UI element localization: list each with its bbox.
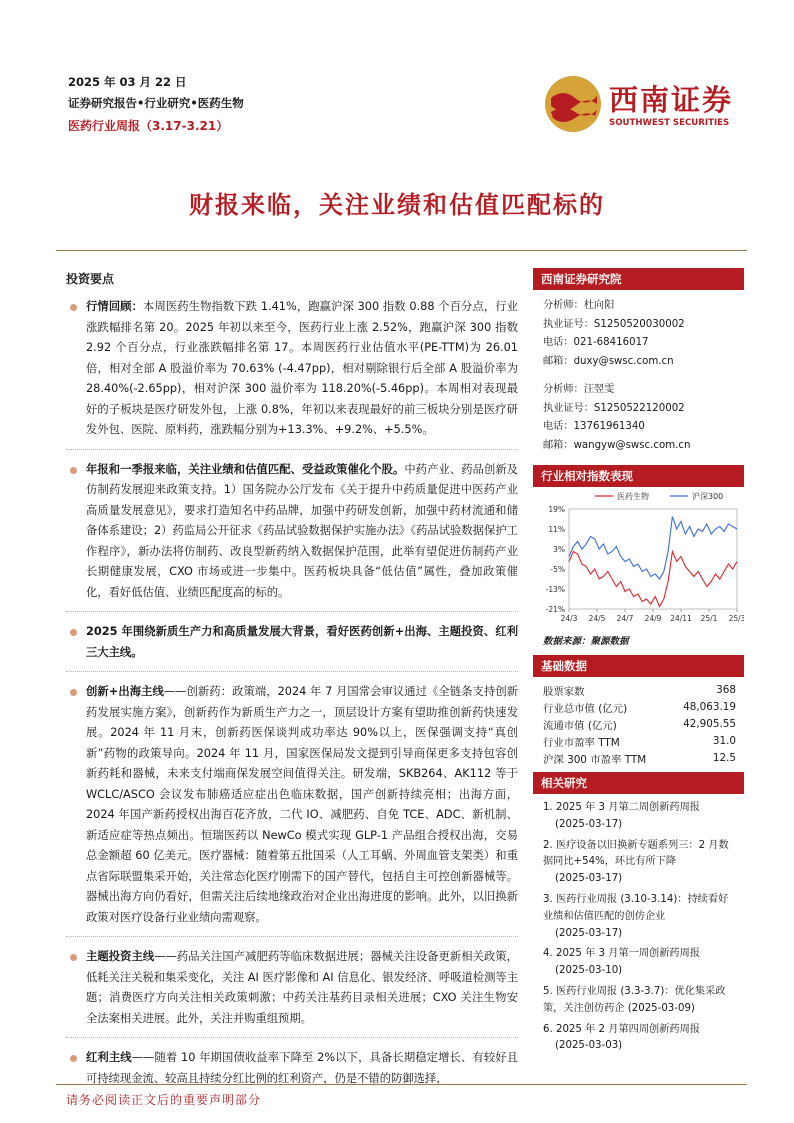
bullet-lead: 红利主线 bbox=[86, 1051, 132, 1064]
logo-emblem-icon bbox=[543, 74, 603, 134]
x-tick-label: 25/3 bbox=[728, 614, 744, 623]
bullet-lead: 行情回顾： bbox=[86, 300, 144, 313]
analyst-phone: 电话：13761961340 bbox=[543, 421, 645, 432]
bullet-text: 本周医药生物指数下跌 1.41%，跑赢沪深 300 指数 0.88 个百分点，行业涨跌幅排名第 20。2025 年初以来至今，医药行业上涨 2.52%，跑赢沪深 300 指数 2.92 个百分点，行业涨跌幅排名第 17。本周医药行业估值水平(PE-TTM)为 26.01 倍，相对全部 A 股溢价率为 70.63% (-4.47pp)，相对剔除银行后全部 A 股溢价率为 28.40%(-2.65pp)，相对沪深 300 溢价率为 118.20%(-5.46pp)。本周相对表现最好的子板块是医疗研发外包，上涨 0.8%，年初以来表现最好的前三板块分别是医疗研发外包、医院、原料药，涨跌幅分别为+13.3%、+9.2%、+5.5%。 bbox=[86, 300, 518, 436]
divider bbox=[66, 1037, 518, 1038]
related-item[interactable] bbox=[543, 1022, 738, 1056]
related-date: (2025-03-17) bbox=[555, 873, 623, 885]
y-tick-label: 11% bbox=[548, 525, 565, 534]
bullet-lead: 创新+出海主线 bbox=[86, 685, 164, 698]
related-date: (2025-03-17) bbox=[555, 927, 623, 939]
related-title: 5. 医药行业周报 (3.3-3.7)：优化集采政策，关注创仿药企 bbox=[543, 985, 726, 1014]
footer-disclaimer: 请务必阅读正文后的重要声明部分 bbox=[66, 1093, 262, 1107]
institute-heading: 西南证券研究院 bbox=[533, 268, 744, 290]
analyst-phone: 电话：021-68416017 bbox=[543, 337, 649, 348]
related-list bbox=[533, 794, 744, 1055]
basic-data-section bbox=[533, 655, 744, 766]
divider bbox=[66, 611, 518, 612]
list-item bbox=[66, 297, 518, 441]
bullet-text: ——随着 10 年期国债收益率下降至 2%以下，具备长期稳定增长、有较好且可持续现金流、较高且持续分红比例的红利资产，仍是不错的防御选择， bbox=[86, 1051, 518, 1085]
row-label: 行业总市值 (亿元) bbox=[543, 702, 628, 715]
related-title: 4. 2025 年 3 月第一周创新药周报 bbox=[543, 948, 700, 960]
related-item[interactable] bbox=[543, 946, 738, 980]
related-date: (2025-03-17) bbox=[555, 818, 623, 830]
list-item bbox=[66, 1048, 518, 1089]
table-row bbox=[533, 732, 744, 749]
legend-label: 医药生物 bbox=[617, 492, 649, 501]
bullet-text: ——创新药：政策端，2024 年 7 月国常会审议通过《全链条支持创新药发展实施方案》，创新药作为新质生产力之一，顶层设计方案有望助推创新药快速发展。2024 年 11 月末，创新药医保谈判成功率达 90%以上，医保强调支持“真创新”药物的政策导向。2024 年 11 月，国家医保局发文提到引导商保更多支持包容创新药耗和器械，未来支付端商保发展空间值得关注。研发端，SKB264、AK112 等于 WCLC/ASCO 会议发布肺癌适应症出色临床数据，国产创新持续亮相；出海方面，2024 年国产新药授权出海百花齐放，二代 IO、减肥药、自免 TCE、ADC、新机制、新适应症等热点频出。恒瑞医药以 NewCo 模式实现 GLP-1 产品组合授权出海，交易总金额超 60 亿美元。医疗器械：随着第五批国采（人工耳蜗、外周血管支架类）和重点省际联盟集采开始，关注常态化医疗刚需下的国产替代，包括自主可控创新器械等。器械出海方向仍看好，但需关注后续地缘政治对企业出海进度的影响。此外，以旧换新政策对医疗设备行业业绩向需观察。 bbox=[86, 685, 519, 924]
y-tick-label: 19% bbox=[548, 505, 565, 514]
analyst-email-link[interactable]: duxy@swsc.com.cn bbox=[573, 355, 674, 367]
divider bbox=[66, 449, 518, 450]
bullet-lead: 主题投资主线 bbox=[86, 950, 155, 963]
table-row bbox=[533, 715, 744, 732]
x-tick-label: 25/1 bbox=[700, 614, 718, 623]
page-title: 财报来临，关注业绩和估值匹配标的 bbox=[189, 190, 605, 219]
analyst-email-row bbox=[543, 437, 734, 456]
table-row bbox=[533, 681, 744, 698]
related-research-section bbox=[533, 772, 744, 1055]
legend-label: 沪深300 bbox=[692, 492, 724, 501]
table-row bbox=[533, 698, 744, 715]
list-item bbox=[66, 460, 518, 604]
list-item bbox=[66, 682, 518, 928]
y-tick-label: -21% bbox=[545, 605, 565, 614]
company-logo bbox=[543, 72, 739, 136]
investment-highlights bbox=[66, 270, 518, 1097]
analyst-email-link[interactable]: wangyw@swsc.com.cn bbox=[573, 439, 691, 451]
report-type: 证券研究报告•行业研究•医药生物 bbox=[68, 96, 244, 110]
analyst-cert: 执业证号：S1250520030002 bbox=[543, 318, 685, 330]
related-item[interactable] bbox=[543, 838, 738, 888]
section-heading: 投资要点 bbox=[66, 272, 115, 286]
x-tick-label: 24/3 bbox=[560, 614, 578, 623]
email-label: 邮箱： bbox=[543, 439, 574, 451]
bullet-text: ——药品关注国产减肥药等临床数据进展；器械关注设备更新相关政策，低耗关注关税和集采变化，关注 AI 医疗影像和 AI 信息化、银发经济、呼吸道检测等主题；消费医疗方向关注相关政策刺激；中药关注基药目录相关进展；CXO 关注生物安全法案相关进展。此外，关注并购重组预期。 bbox=[86, 950, 518, 1025]
y-tick-label: -13% bbox=[545, 585, 565, 594]
basic-data-heading: 基础数据 bbox=[533, 655, 744, 677]
weekly-title: 医药行业周报（3.17-3.21） bbox=[68, 119, 229, 133]
divider bbox=[66, 671, 518, 672]
row-value: 12.5 bbox=[712, 752, 736, 764]
analyst-name: 分析师：汪翌雯 bbox=[543, 384, 615, 395]
footer-divider bbox=[56, 1084, 747, 1085]
row-value: 48,063.19 bbox=[683, 701, 736, 713]
list-item bbox=[66, 622, 518, 663]
row-label: 行业市盈率 TTM bbox=[543, 736, 620, 749]
related-title: 3. 医药行业周报 (3.10-3.14)：持续看好业绩和估值匹配的创仿企业 bbox=[543, 893, 729, 922]
row-value: 368 bbox=[716, 684, 736, 696]
y-tick-label: -5% bbox=[550, 565, 565, 574]
bullet-lead: 年报和一季报来临，关注业绩和估值匹配、受益政策催化个股。 bbox=[86, 462, 405, 476]
row-value: 31.0 bbox=[712, 735, 736, 747]
related-date: (2025-03-03) bbox=[555, 1040, 623, 1052]
table-row bbox=[533, 749, 744, 766]
related-date: (2025-03-10) bbox=[555, 965, 623, 977]
row-label: 流通市值 (亿元) bbox=[543, 719, 617, 732]
sidebar bbox=[533, 268, 744, 1059]
related-item[interactable] bbox=[543, 984, 738, 1018]
related-title: 1. 2025 年 3 月第二周创新药周报 bbox=[543, 802, 700, 813]
logo-name-en: SOUTHWEST SECURITIES bbox=[609, 118, 730, 128]
x-tick-label: 24/5 bbox=[588, 614, 606, 623]
related-title: 6. 2025 年 2 月第四周创新药周报 bbox=[543, 1023, 700, 1035]
bullet-lead: 2025 年围绕新质生产力和高质量发展大背景，看好医药创新+出海、主题投资、红利三大主线。 bbox=[86, 625, 518, 659]
related-date: (2025-03-09) bbox=[627, 1002, 695, 1014]
email-label: 邮箱： bbox=[543, 355, 574, 367]
list-item bbox=[66, 947, 518, 1029]
analyst-cert: 执业证号：S1250522120002 bbox=[543, 402, 685, 414]
logo-name-cn: 西南证券 bbox=[609, 83, 734, 117]
x-tick-label: 24/11 bbox=[670, 614, 692, 623]
row-value: 42,905.55 bbox=[683, 718, 736, 730]
bullet-text: 中药产业、药品创新及仿制药发展迎来政策支持。1）国务院办公厅发布《关于提升中药质量促进中医药产业高质量发展意见》，要求打造知名中药品牌，加强中药研发创新，加强中药材流通和储备体系建设；2）药监局公开征求《药品试验数据保护实施办法》《药品试验数据保护工作程序》，新办法将仿制药、改良型新药纳入数据保护范围，此举有望促进仿制药产业长期健康发展，CXO 市场或进一步集中。医药板块具备“低估值”属性，叠加政策催化，看好低估值、业绩匹配度高的标的。 bbox=[86, 462, 518, 599]
relative-index-chart bbox=[533, 487, 744, 627]
analyst-info bbox=[533, 290, 744, 455]
report-date: 2025 年 03 月 22 日 bbox=[68, 75, 187, 89]
related-item[interactable] bbox=[543, 800, 738, 834]
x-tick-label: 24/9 bbox=[644, 614, 662, 623]
related-item[interactable] bbox=[543, 892, 738, 942]
row-label: 沪深 300 市盈率 TTM bbox=[543, 753, 647, 766]
series-line-0 bbox=[569, 552, 737, 607]
analyst-name: 分析师：杜向阳 bbox=[543, 300, 615, 311]
divider bbox=[66, 936, 518, 937]
relative-index-section bbox=[533, 465, 744, 647]
basic-data-table bbox=[533, 681, 744, 766]
chart-source: 数据来源：聚源数据 bbox=[543, 636, 629, 647]
plot-frame bbox=[569, 509, 737, 609]
y-tick-label: 3% bbox=[553, 545, 565, 554]
row-label: 股票家数 bbox=[543, 685, 585, 698]
x-tick-label: 24/7 bbox=[616, 614, 634, 623]
related-heading: 相关研究 bbox=[533, 772, 744, 794]
title-divider bbox=[56, 250, 747, 251]
chart-heading: 行业相对指数表现 bbox=[533, 465, 744, 487]
analyst-email-row bbox=[543, 353, 734, 372]
related-title: 2. 医疗设备以旧换新专题系列三：2 月数据同比+54%，环比有所下降 bbox=[543, 839, 729, 868]
